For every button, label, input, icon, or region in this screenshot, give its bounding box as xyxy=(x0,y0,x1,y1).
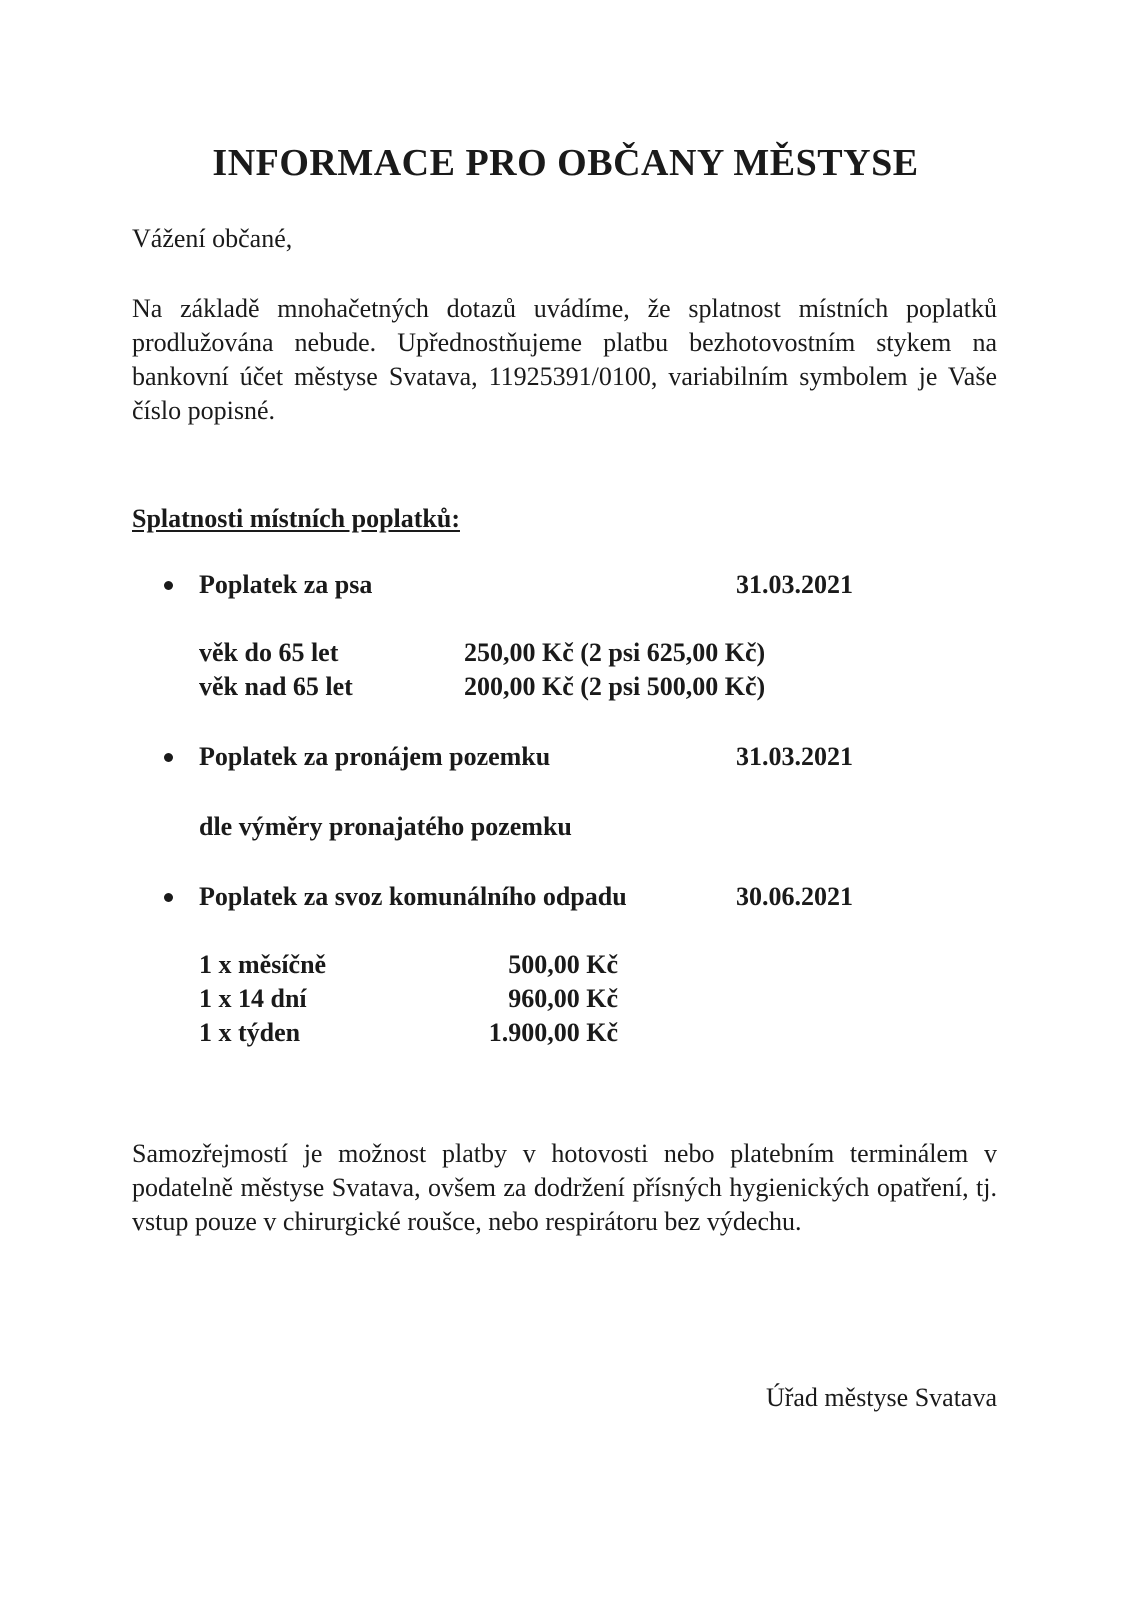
signature: Úřad městyse Svatava xyxy=(765,1383,997,1412)
fee-label: Poplatek za svoz komunálního odpadu xyxy=(199,882,627,911)
closing-paragraph: Samozřejmostí je možnost platby v hotovosti nebo platebním terminálem v podatelně městyse Svatava, ovšem za dodržení přísných hygienických opatření, tj. vstup pouze v chirurgické roušce, nebo respirátoru bez výdechu. xyxy=(132,1139,997,1236)
fee-label: Poplatek za pronájem pozemku xyxy=(199,742,551,771)
fee-due-date: 31.03.2021 xyxy=(736,570,853,599)
fee-detail-label: 1 x týden xyxy=(199,1018,301,1047)
fee-detail-label: 1 x měsíčně xyxy=(199,950,327,979)
intro-paragraph: Na základě mnohačetných dotazů uvádíme, že splatnost místních poplatků prodlužována nebude. Upřednostňujeme platbu bezhotovostním stykem na bankovní účet městyse Svatava, 11925391/0100, variabilním symbolem je Vaše číslo popisné. xyxy=(132,294,997,425)
fee-due-date: 30.06.2021 xyxy=(736,882,853,911)
fee-detail-label: 1 x 14 dní xyxy=(199,984,307,1013)
page-title: INFORMACE PRO OBČANY MĚSTYSE xyxy=(212,142,919,184)
salutation: Vážení občané, xyxy=(132,224,293,253)
fee-note: dle výměry pronajatého pozemku xyxy=(199,812,572,841)
fee-detail-label: věk do 65 let xyxy=(199,638,339,667)
fee-detail-label: věk nad 65 let xyxy=(199,672,353,701)
fee-label: Poplatek za psa xyxy=(199,570,373,599)
fee-detail-value: 960,00 Kč xyxy=(508,984,618,1013)
fee-detail-value: 200,00 Kč (2 psi 500,00 Kč) xyxy=(464,672,766,701)
section-heading: Splatnosti místních poplatků: xyxy=(132,504,460,533)
fee-due-date: 31.03.2021 xyxy=(736,742,853,771)
fee-detail-value: 250,00 Kč (2 psi 625,00 Kč) xyxy=(464,638,766,667)
fee-detail-value: 1.900,00 Kč xyxy=(488,1018,618,1047)
bullet-icon xyxy=(164,753,173,762)
bullet-icon xyxy=(164,581,173,590)
fee-detail-value: 500,00 Kč xyxy=(508,950,618,979)
bullet-icon xyxy=(164,893,173,902)
